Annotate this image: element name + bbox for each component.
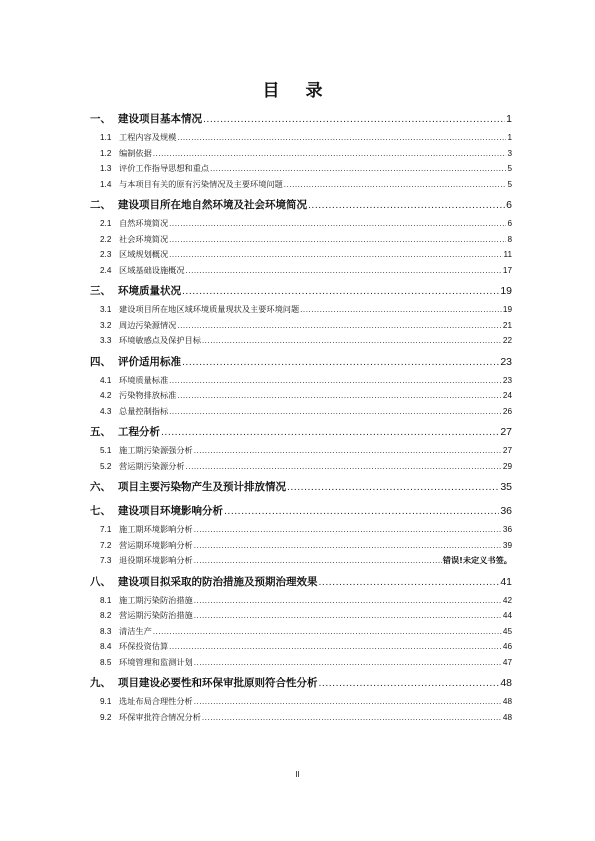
toc-section-entry[interactable] <box>90 553 512 569</box>
toc-leader-dots <box>194 593 502 609</box>
toc-section-entry[interactable] <box>90 639 512 655</box>
toc-chapter-title: 项目建设必要性和环保审批原则符合性分析 <box>118 677 318 689</box>
toc-section-title: 总量控制指标 <box>119 405 169 416</box>
toc-section-title: 社会环境简况 <box>119 233 169 244</box>
toc-section-number: 3.3 <box>100 336 112 345</box>
toc-section-entry[interactable] <box>90 130 512 146</box>
toc-section-entry[interactable] <box>90 263 512 279</box>
toc-chapter-number: 二、 <box>90 199 111 211</box>
toc-section-entry[interactable] <box>90 216 512 232</box>
toc-section-number: 9.2 <box>100 712 112 722</box>
toc-section-entry[interactable] <box>90 146 512 162</box>
toc-section-number: 8.1 <box>100 595 112 605</box>
toc-page-number: 6 <box>507 219 512 228</box>
toc-section-number: 2.2 <box>100 234 112 244</box>
toc-page-number: 6 <box>506 199 512 211</box>
toc-section-entry[interactable] <box>90 404 512 420</box>
page-number: II <box>295 770 300 779</box>
toc-section-title: 区域基础设施概况 <box>119 264 185 275</box>
toc-section-title: 环保审批符合情况分析 <box>119 711 201 722</box>
toc-page-number: 11 <box>503 250 512 259</box>
toc-section-number: 4.3 <box>100 406 112 416</box>
toc-page-number: 26 <box>502 406 512 416</box>
toc-section-entry[interactable] <box>90 624 512 640</box>
toc-section-number: 4.2 <box>100 391 112 400</box>
toc-chapter-entry[interactable] <box>90 421 512 443</box>
toc-leader-dots <box>194 522 502 538</box>
toc-page-number: 46 <box>502 642 512 651</box>
toc-section-entry[interactable] <box>90 522 512 538</box>
toc-leader-dots <box>194 443 502 459</box>
toc-chapter-title: 建设项目拟采取的防治措施及预期治理效果 <box>118 575 318 588</box>
toc-section-number: 1.3 <box>100 164 112 173</box>
toc-section-number: 1.2 <box>100 148 112 158</box>
toc-leader-dots <box>194 694 502 710</box>
toc-leader-dots <box>300 302 502 318</box>
toc-chapter-entry[interactable] <box>90 476 512 498</box>
toc-page-number: 23 <box>502 375 512 385</box>
toc-section-number: 1.4 <box>100 179 112 189</box>
toc-page-number: 29 <box>502 461 512 471</box>
toc-leader-dots <box>319 672 500 694</box>
toc-page-number: 1 <box>507 133 512 142</box>
toc-leader-dots <box>319 571 500 593</box>
toc-chapter-entry[interactable] <box>90 351 512 373</box>
table-of-contents <box>90 106 512 725</box>
toc-leader-dots <box>194 655 502 671</box>
toc-section-title: 建设项目所在地区域环境质量现状及主要环境问题 <box>119 304 300 314</box>
toc-leader-dots <box>194 608 502 624</box>
toc-page-number: 3 <box>507 148 512 158</box>
page-title: 目 录 <box>262 81 333 101</box>
toc-chapter-entry[interactable] <box>90 280 512 302</box>
toc-chapter-title: 建设项目所在地自然环境及社会环境简况 <box>118 199 307 211</box>
toc-chapter-title: 建设项目基本情况 <box>118 113 202 125</box>
toc-leader-dots <box>203 108 505 130</box>
toc-section-number: 8.3 <box>100 626 112 636</box>
toc-page-number: 5 <box>507 179 512 189</box>
toc-section-number: 5.1 <box>100 446 112 455</box>
toc-leader-dots <box>169 232 506 248</box>
toc-leader-dots <box>177 130 506 146</box>
toc-leader-dots <box>153 146 507 162</box>
toc-chapter-number: 八、 <box>90 575 111 588</box>
toc-section-title: 清洁生产 <box>119 625 152 636</box>
toc-section-title: 施工期污染源强分析 <box>119 445 193 455</box>
toc-chapter-number: 四、 <box>90 355 111 368</box>
toc-page-number: 24 <box>502 391 512 400</box>
toc-chapter-entry[interactable] <box>90 672 512 694</box>
toc-section-title: 周边污染源情况 <box>119 319 177 330</box>
toc-chapter-title: 工程分析 <box>118 426 160 438</box>
toc-page-number: 27 <box>500 426 512 438</box>
toc-section-entry[interactable] <box>90 318 512 334</box>
toc-section-title: 施工期环境影响分析 <box>119 524 193 534</box>
toc-section-number: 1.1 <box>100 133 112 142</box>
toc-leader-dots <box>169 216 506 232</box>
toc-section-entry[interactable] <box>90 177 512 193</box>
toc-leader-dots <box>287 476 499 498</box>
toc-chapter-number: 三、 <box>90 285 111 297</box>
toc-section-entry[interactable] <box>90 333 512 349</box>
toc-section-entry[interactable] <box>90 593 512 609</box>
toc-section-number: 2.4 <box>100 265 112 275</box>
toc-page-number: 48 <box>500 677 512 689</box>
toc-section-entry[interactable] <box>90 443 512 459</box>
toc-leader-dots <box>308 194 505 216</box>
toc-chapter-number: 五、 <box>90 426 111 438</box>
toc-leader-dots <box>169 373 502 389</box>
toc-section-entry[interactable] <box>90 655 512 671</box>
toc-section-entry[interactable] <box>90 373 512 389</box>
toc-leader-dots <box>224 500 499 522</box>
toc-leader-dots <box>182 280 499 302</box>
toc-leader-dots <box>161 421 499 443</box>
toc-page-number: 41 <box>500 575 512 588</box>
toc-section-title: 自然环境简况 <box>119 218 169 228</box>
toc-section-entry[interactable] <box>90 694 512 710</box>
toc-leader-dots <box>194 553 442 569</box>
toc-section-title: 编制依据 <box>119 147 152 158</box>
toc-section-entry[interactable] <box>90 459 512 475</box>
toc-section-title: 污染物排放标准 <box>119 390 177 400</box>
toc-section-entry[interactable] <box>90 247 512 263</box>
toc-section-title: 环境质量标准 <box>119 374 169 385</box>
toc-section-title: 营运期污染源分析 <box>119 460 185 471</box>
toc-page-number: 48 <box>502 712 512 722</box>
toc-page-number: 42 <box>502 595 512 605</box>
toc-section-entry[interactable] <box>90 710 512 726</box>
toc-section-number: 7.1 <box>100 525 112 534</box>
toc-section-entry[interactable] <box>90 538 512 554</box>
toc-chapter-title: 评价适用标准 <box>118 355 181 368</box>
toc-leader-dots <box>284 177 507 193</box>
toc-section-number: 9.1 <box>100 697 112 706</box>
toc-section-title: 选址布局合理性分析 <box>119 696 193 706</box>
toc-leader-dots <box>182 351 499 373</box>
toc-section-title: 环保投资估算 <box>119 641 169 651</box>
toc-page-number: 48 <box>502 697 512 706</box>
toc-leader-dots <box>186 263 502 279</box>
toc-chapter-entry[interactable] <box>90 500 512 522</box>
toc-leader-dots <box>169 639 502 655</box>
toc-section-title: 与本项目有关的原有污染情况及主要环境问题 <box>119 178 283 189</box>
toc-chapter-number: 一、 <box>90 113 111 125</box>
toc-leader-dots <box>153 624 502 640</box>
toc-section-title: 评价工作指导思想和重点 <box>119 163 210 173</box>
toc-page-number: 45 <box>502 626 512 636</box>
toc-section-entry[interactable] <box>90 302 512 318</box>
toc-leader-dots <box>186 459 502 475</box>
toc-page-number: 19 <box>500 285 512 297</box>
toc-page-number: 36 <box>500 505 512 517</box>
toc-section-number: 5.2 <box>100 461 112 471</box>
toc-leader-dots <box>202 710 502 726</box>
toc-leader-dots <box>169 404 502 420</box>
toc-section-title: 营运期污染防治措施 <box>119 610 193 620</box>
toc-section-number: 3.2 <box>100 320 112 330</box>
toc-page-number: 35 <box>500 481 512 493</box>
toc-section-number: 2.3 <box>100 250 112 259</box>
toc-section-number: 8.4 <box>100 642 112 651</box>
toc-section-entry[interactable] <box>90 232 512 248</box>
toc-section-title: 环境管理和监测计划 <box>119 656 193 667</box>
toc-section-entry[interactable] <box>90 388 512 404</box>
toc-leader-dots <box>210 161 506 177</box>
toc-page-number: 1 <box>506 113 512 125</box>
toc-page-number: 5 <box>507 164 512 173</box>
toc-page-number: 36 <box>502 525 512 534</box>
toc-leader-dots <box>177 318 502 334</box>
toc-page-number: 8 <box>507 234 512 244</box>
toc-leader-dots <box>202 333 502 349</box>
toc-leader-dots <box>177 388 502 404</box>
toc-page-number: 错误!未定义书签。 <box>442 555 512 565</box>
toc-section-title: 退役期环境影响分析 <box>119 555 193 565</box>
toc-leader-dots <box>169 247 502 263</box>
toc-page-number: 27 <box>502 446 512 455</box>
toc-section-number: 7.2 <box>100 540 112 550</box>
toc-page-number: 44 <box>502 611 512 620</box>
toc-chapter-number: 六、 <box>90 481 111 493</box>
toc-page-number: 17 <box>502 265 512 275</box>
toc-page-number: 19 <box>502 305 512 314</box>
toc-section-title: 工程内容及规模 <box>119 132 177 142</box>
toc-page-number: 23 <box>500 355 512 368</box>
toc-section-entry[interactable] <box>90 161 512 177</box>
toc-section-number: 8.5 <box>100 657 112 667</box>
toc-section-number: 3.1 <box>100 305 112 314</box>
toc-section-title: 营运期环境影响分析 <box>119 539 193 550</box>
toc-chapter-title: 建设项目环境影响分析 <box>118 505 223 517</box>
toc-page-number: 47 <box>502 657 512 667</box>
toc-chapter-entry[interactable] <box>90 194 512 216</box>
toc-chapter-number: 九、 <box>90 677 111 689</box>
toc-page-number: 39 <box>502 540 512 550</box>
toc-section-title: 施工期污染防治措施 <box>119 594 193 605</box>
toc-section-number: 2.1 <box>100 219 112 228</box>
toc-chapter-entry[interactable] <box>90 571 512 593</box>
toc-section-number: 7.3 <box>100 556 112 565</box>
toc-chapter-entry[interactable] <box>90 108 512 130</box>
toc-chapter-title: 项目主要污染物产生及预计排放情况 <box>118 481 286 493</box>
toc-page-number: 21 <box>502 320 512 330</box>
toc-section-title: 区域规划概况 <box>119 249 169 259</box>
toc-section-title: 环境敏感点及保护目标 <box>119 335 201 345</box>
toc-section-number: 4.1 <box>100 375 112 385</box>
toc-section-number: 8.2 <box>100 611 112 620</box>
toc-leader-dots <box>194 538 502 554</box>
toc-section-entry[interactable] <box>90 608 512 624</box>
toc-chapter-number: 七、 <box>90 505 111 517</box>
toc-page-number: 22 <box>502 336 512 345</box>
toc-chapter-title: 环境质量状况 <box>118 285 181 297</box>
